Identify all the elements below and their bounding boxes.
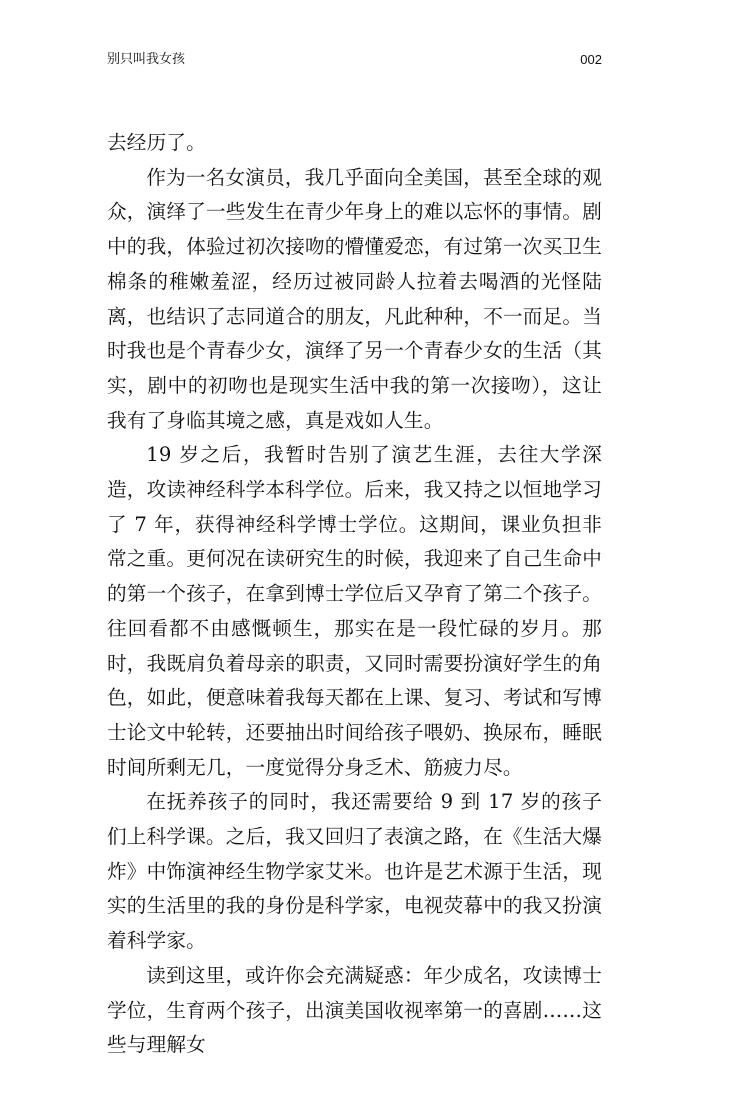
paragraph-actress-experience: 作为一名女演员，我几乎面向全美国，甚至全球的观众，演绎了一些发生在青少年身上的难以忘怀的事情。剧中的我，体验过初次接吻的懵懂爱恋，有过第一次买卫生棉条的稚嫩羞涩，经历过被同龄人拉着去喝酒的光怪陆离，也结识了志同道合的朋友，凡此种种，不一而足。当时我也是个青春少女，演绎了另一个青春少女的生活（其实，剧中的初吻也是现实生活中我的第一次接吻），这让我有了身临其境之感，真是戏如人生。: [107, 165, 602, 432]
paragraph-neuroscience-studies: 19 岁之后，我暂时告别了演艺生涯，去往大学深造，攻读神经科学本科学位。后来，我又持之以恒地学习了 7 年，获得神经科学博士学位。这期间，课业负担非常之重。更何况在读研究生的时候，我迎来了自己生命中的第一个孩子，在拿到博士学位后又孕育了第二个孩子。往回看都不由感慨顿生，那实在是一段忙碌的岁月。那时，我既肩负着母亲的职责，又同时需要扮演好学生的角色，如此，便意味着我每天都在上课、复习、考试和写博士论文中轮转，还要抽出时间给孩子喂奶、换尿布，睡眠时间所剩无几，一度觉得分身乏术、筋疲力尽。: [107, 443, 602, 779]
book-title: 别只叫我女孩: [107, 52, 186, 67]
running-header: [107, 50, 602, 70]
page-number: 002: [580, 52, 602, 67]
paragraph-reader-question: 读到这里，或许你会充满疑惑：年少成名，攻读博士学位，生育两个孩子，出演美国收视率第一的喜剧……这些与理解女: [107, 963, 602, 1057]
paragraph-return-to-acting: 在抚养孩子的同时，我还需要给 9 到 17 岁的孩子们上科学课。之后，我又回归了表演之路，在《生活大爆炸》中饰演神经生物学家艾米。也许是艺术源于生活，现实的生活里的我的身份是科学家，电视荧幕中的我又扮演着科学家。: [107, 790, 602, 953]
paragraph-continuation: 去经历了。: [107, 131, 206, 154]
body-text: [107, 126, 602, 1063]
